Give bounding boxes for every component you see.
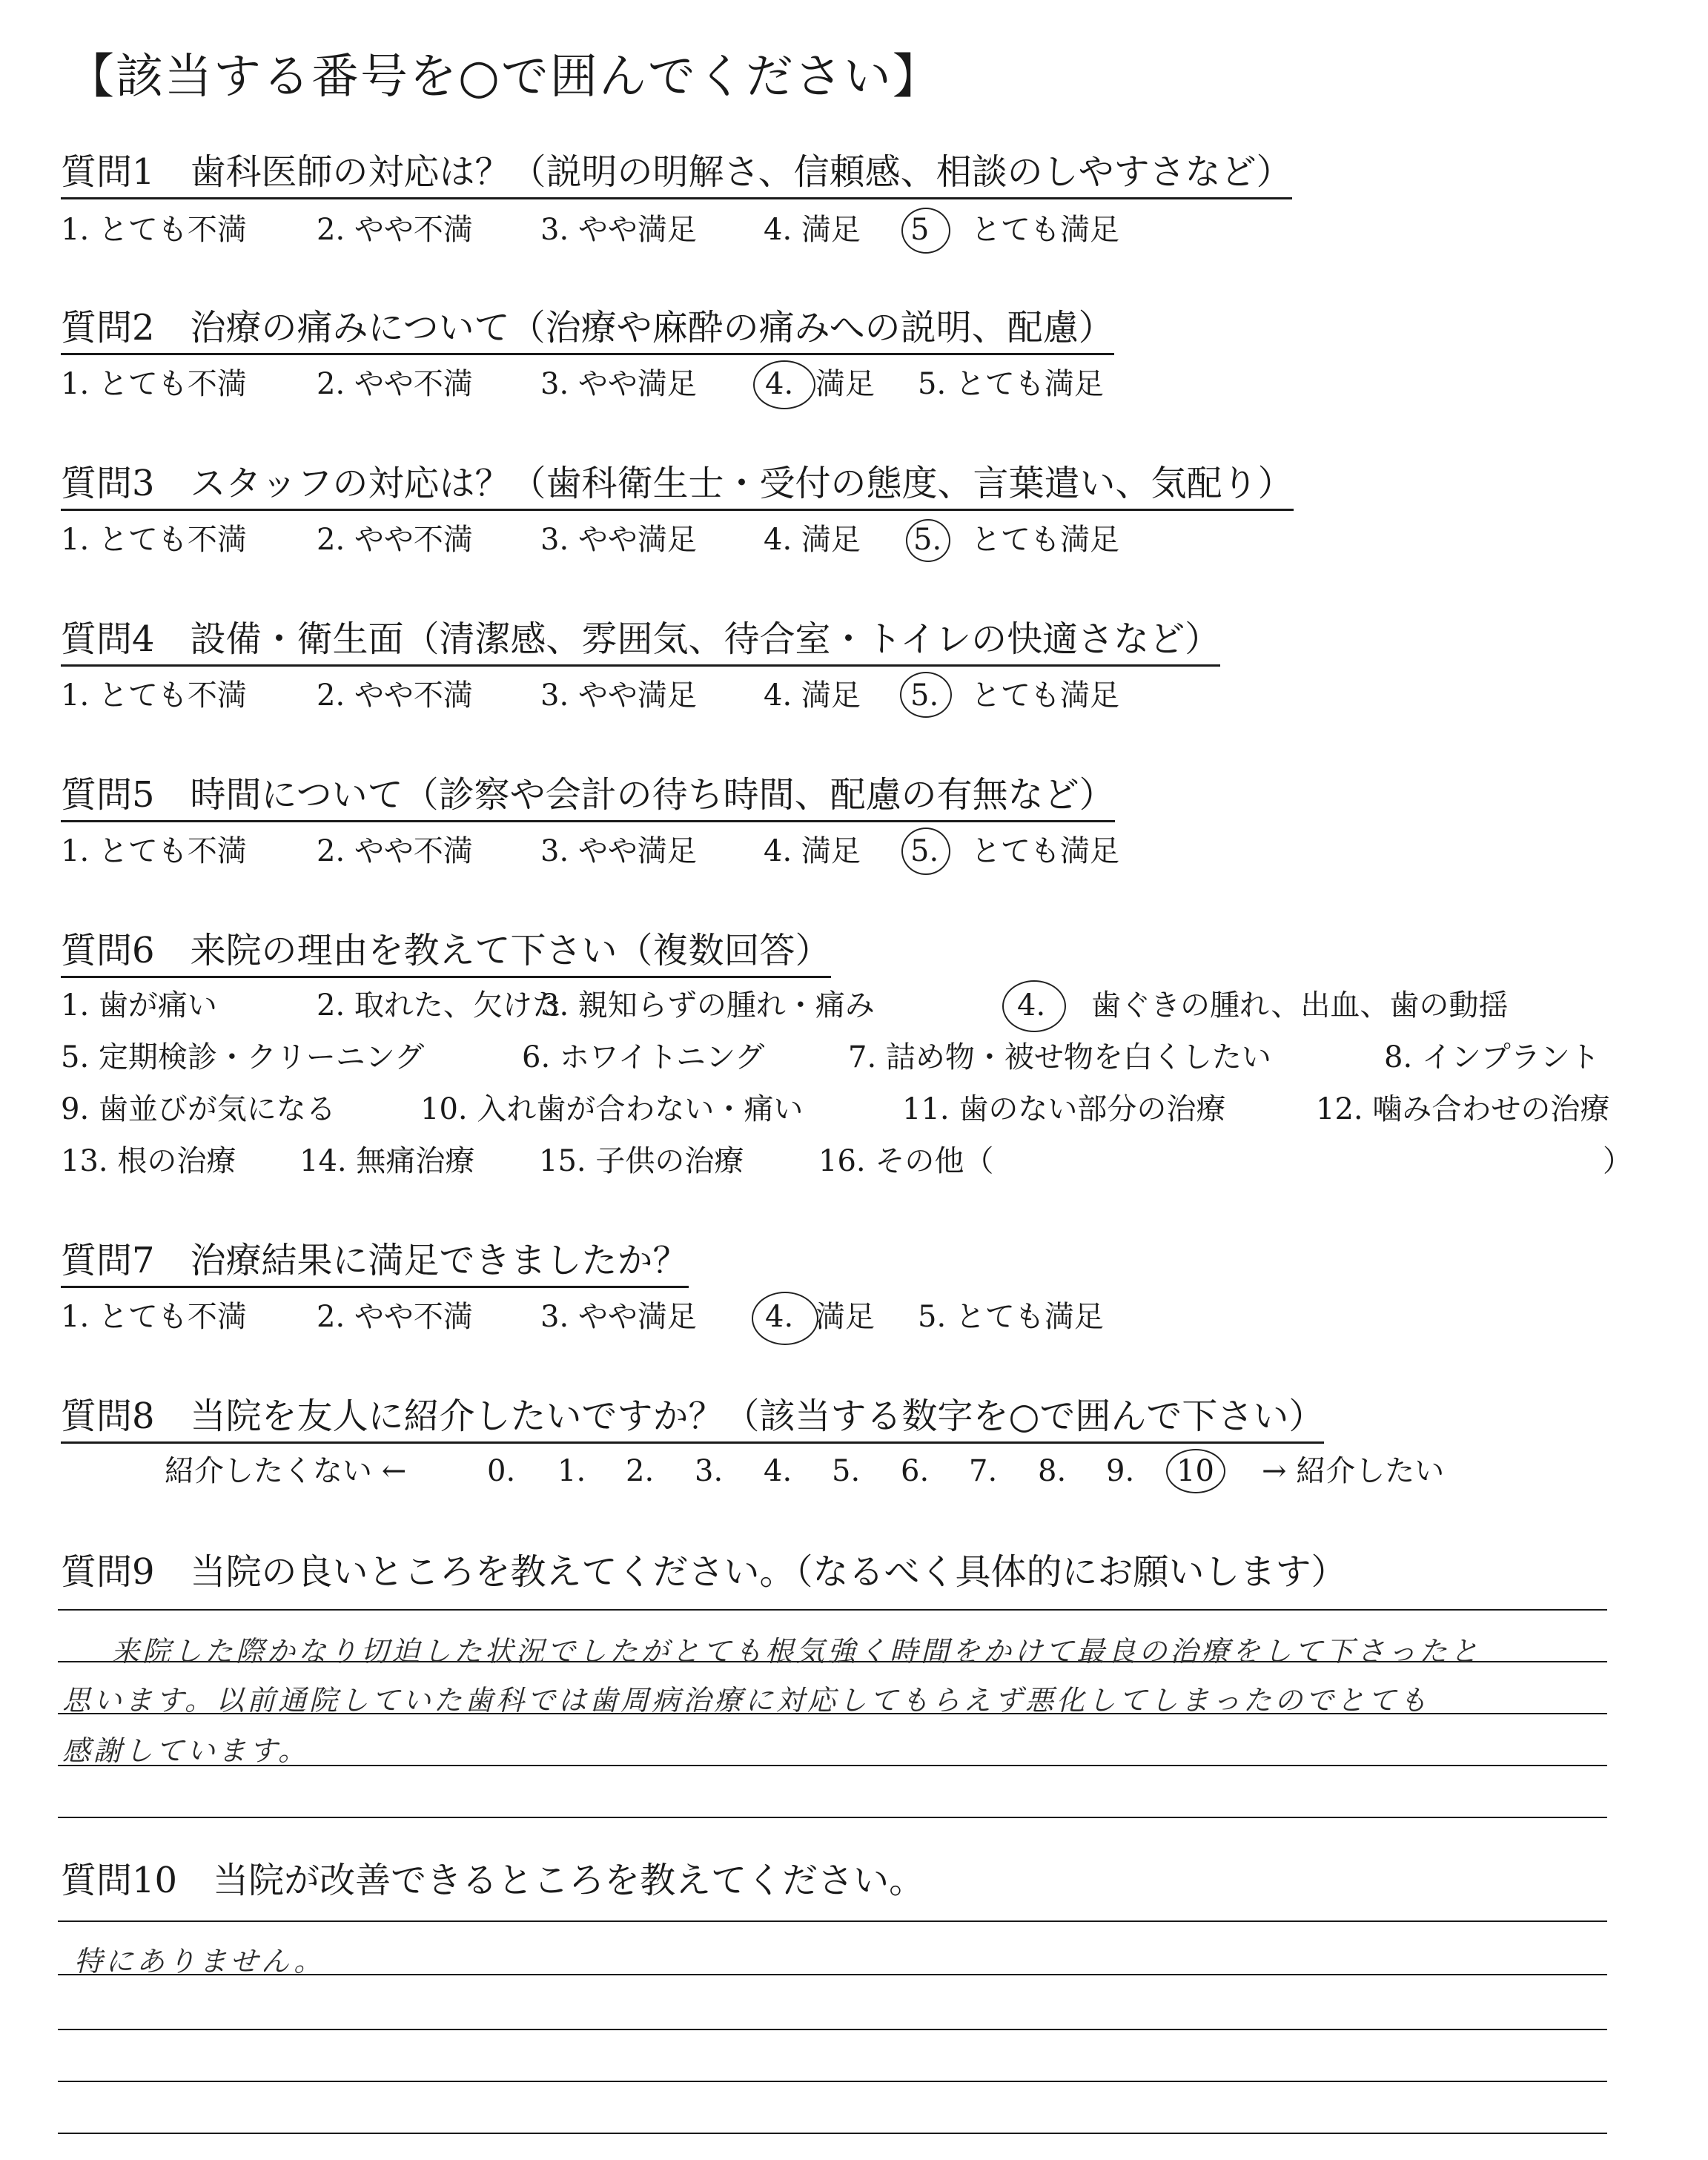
- q5-option-2[interactable]: 2. やや不満: [317, 834, 473, 868]
- q5-option-4[interactable]: 4. 満足: [764, 834, 861, 868]
- q6-option-11[interactable]: 11. 歯のない部分の治療: [902, 1092, 1226, 1126]
- q5-option-1[interactable]: 1. とても不満: [61, 834, 247, 868]
- q7-option-4-label: 満足: [815, 1300, 875, 1334]
- question-4-title: 質問4 設備・衛生面（清潔感、雰囲気、待合室・トイレの快適さなど）: [61, 621, 1220, 667]
- question-8-title: 質問8 当院を友人に紹介したいですか？（該当する数字を○で囲んで下さい）: [61, 1398, 1324, 1444]
- question-10-title: 質問10 当院が改善できるところを教えてください。: [61, 1860, 925, 1901]
- question-1-title: 質問1 歯科医師の対応は？（説明の明解さ、信頼感、相談のしやすさなど）: [61, 154, 1292, 199]
- q6-option-4-number: 4.: [1017, 988, 1046, 1023]
- q6-option-10[interactable]: 10. 入れ歯が合わない・痛い: [420, 1092, 804, 1126]
- q6-option-15[interactable]: 15. 子供の治療: [539, 1144, 744, 1178]
- q1-option-5-label: とても満足: [971, 213, 1119, 247]
- q8-score-3[interactable]: 3.: [695, 1454, 724, 1488]
- q3-option-5-label: とても満足: [971, 523, 1119, 557]
- q9-answer-line-2[interactable]: 思います。以前通院していた歯科では歯周病治療に対応してもらえず悪化してしまったのでとても: [62, 1684, 1430, 1717]
- form-header: 【該当する番号を○で囲んでください】: [67, 50, 941, 105]
- answer-line: [58, 2081, 1607, 2082]
- q3-option-2[interactable]: 2. やや不満: [317, 523, 473, 557]
- question-7-title: 質問7 治療結果に満足できましたか？: [61, 1243, 689, 1288]
- q7-option-4-number: 4.: [765, 1300, 794, 1334]
- question-6-title: 質問6 来院の理由を教えて下さい（複数回答）: [61, 933, 831, 978]
- q8-left-label: 紹介したくない ←: [165, 1454, 407, 1488]
- q7-option-5[interactable]: 5. とても満足: [918, 1300, 1104, 1334]
- q2-option-1[interactable]: 1. とても不満: [61, 367, 247, 401]
- q2-option-4-label: 満足: [815, 367, 875, 401]
- q9-answer-line-3[interactable]: 感謝しています。: [62, 1734, 309, 1767]
- q6-option-14[interactable]: 14. 無痛治療: [299, 1144, 475, 1178]
- answer-line: [58, 1609, 1607, 1611]
- question-5-title: 質問5 時間について（診察や会計の待ち時間、配慮の有無など）: [61, 777, 1115, 822]
- q7-option-4-selected[interactable]: [765, 1302, 793, 1332]
- q1-option-4[interactable]: 4. 満足: [764, 213, 861, 247]
- q1-option-1[interactable]: 1. とても不満: [61, 213, 247, 247]
- q1-option-5-number: 5: [910, 213, 930, 247]
- question-9-title: 質問9 当院の良いところを教えてください。（なるべく具体的にお願いします）: [61, 1551, 1347, 1593]
- q6-other-close-paren: ）: [1603, 1144, 1632, 1178]
- question-3-title: 質問3 スタッフの対応は？（歯科衛生士・受付の態度、言葉遣い、気配り）: [61, 466, 1294, 511]
- q8-score-10-number: 10: [1176, 1454, 1214, 1488]
- q7-option-1[interactable]: 1. とても不満: [61, 1300, 247, 1334]
- q4-option-5-number: 5.: [910, 678, 939, 713]
- q7-option-2[interactable]: 2. やや不満: [317, 1300, 473, 1334]
- q8-score-5[interactable]: 5.: [832, 1454, 861, 1488]
- q1-option-3[interactable]: 3. やや満足: [540, 213, 697, 247]
- q2-option-5[interactable]: 5. とても満足: [918, 367, 1104, 401]
- answer-line: [58, 2029, 1607, 2030]
- question-6-row-1: [61, 988, 1655, 1023]
- q8-score-2[interactable]: 2.: [626, 1454, 655, 1488]
- question-6-row-3: [61, 1094, 1655, 1124]
- q8-right-label: → 紹介したい: [1262, 1454, 1445, 1488]
- question-6-row-2: [61, 1040, 1655, 1074]
- q3-option-3[interactable]: 3. やや満足: [540, 523, 697, 557]
- q6-option-13[interactable]: 13. 根の治療: [61, 1144, 236, 1178]
- q3-option-5-number: 5.: [913, 523, 942, 557]
- q3-option-1[interactable]: 1. とても不満: [61, 523, 247, 557]
- q5-option-5-label: とても満足: [971, 834, 1119, 868]
- q6-option-6[interactable]: 6. ホワイトニング: [522, 1040, 765, 1074]
- answer-line: [58, 1920, 1607, 1922]
- q4-option-4[interactable]: 4. 満足: [764, 678, 861, 713]
- q6-option-4-selected[interactable]: [1017, 988, 1046, 1023]
- q6-option-4-label: 歯ぐきの腫れ、出血、歯の動揺: [1091, 988, 1509, 1023]
- q5-option-3[interactable]: 3. やや満足: [540, 834, 697, 868]
- q2-option-3[interactable]: 3. やや満足: [540, 367, 697, 401]
- answer-line: [58, 1817, 1607, 1818]
- q6-option-9[interactable]: 9. 歯並びが気になる: [61, 1092, 336, 1126]
- question-2-title: 質問2 治療の痛みについて（治療や麻酔の痛みへの説明、配慮）: [61, 310, 1114, 355]
- q8-score-10-selected[interactable]: [1176, 1456, 1214, 1486]
- q8-score-9[interactable]: 9.: [1106, 1454, 1135, 1488]
- q1-option-2[interactable]: 2. やや不満: [317, 213, 473, 247]
- q2-option-4-selected[interactable]: [765, 369, 793, 399]
- q9-answer-line-1[interactable]: 来院した際かなり切迫した状況でしたがとても根気強く時間をかけて最良の治療をして下さったと: [111, 1635, 1482, 1668]
- answer-line: [58, 2133, 1607, 2134]
- q6-option-1[interactable]: 1. 歯が痛い: [61, 988, 217, 1023]
- q4-option-3[interactable]: 3. やや満足: [540, 678, 697, 713]
- q10-answer-line-1[interactable]: 特にありません。: [74, 1945, 325, 1978]
- q6-option-7[interactable]: 7. 詰め物・被せ物を白くしたい: [848, 1040, 1271, 1074]
- q8-score-6[interactable]: 6.: [901, 1454, 930, 1488]
- q4-option-1[interactable]: 1. とても不満: [61, 678, 247, 713]
- q6-option-12[interactable]: 12. 噛み合わせの治療: [1316, 1092, 1610, 1126]
- q8-score-4[interactable]: 4.: [764, 1454, 792, 1488]
- q3-option-5-selected[interactable]: [913, 525, 941, 555]
- q2-option-2[interactable]: 2. やや不満: [317, 367, 473, 401]
- q8-score-1[interactable]: 1.: [557, 1454, 586, 1488]
- q4-option-2[interactable]: 2. やや不満: [317, 678, 473, 713]
- q5-option-5-selected[interactable]: [910, 836, 939, 866]
- q1-option-5-selected[interactable]: [910, 215, 929, 245]
- q8-score-7[interactable]: 7.: [969, 1454, 998, 1488]
- question-6-row-4: [61, 1146, 1655, 1176]
- q6-option-16[interactable]: 16. その他（: [818, 1144, 994, 1178]
- q4-option-5-selected[interactable]: [910, 678, 939, 713]
- q7-option-3[interactable]: 3. やや満足: [540, 1300, 697, 1334]
- question-8-scale: [61, 1456, 1618, 1492]
- q8-score-0[interactable]: 0.: [487, 1454, 516, 1488]
- q5-option-5-number: 5.: [910, 834, 939, 868]
- q6-option-8[interactable]: 8. インプラント: [1384, 1040, 1600, 1074]
- q3-option-4[interactable]: 4. 満足: [764, 523, 861, 557]
- q8-score-8[interactable]: 8.: [1038, 1454, 1067, 1488]
- q2-option-4-number: 4.: [765, 367, 794, 401]
- q6-option-5[interactable]: 5. 定期検診・クリーニング: [61, 1040, 425, 1074]
- q6-option-2[interactable]: 2. 取れた、欠けた: [317, 988, 562, 1023]
- q6-option-3[interactable]: 3. 親知らずの腫れ・痛み: [540, 988, 875, 1023]
- q4-option-5-label: とても満足: [971, 678, 1119, 713]
